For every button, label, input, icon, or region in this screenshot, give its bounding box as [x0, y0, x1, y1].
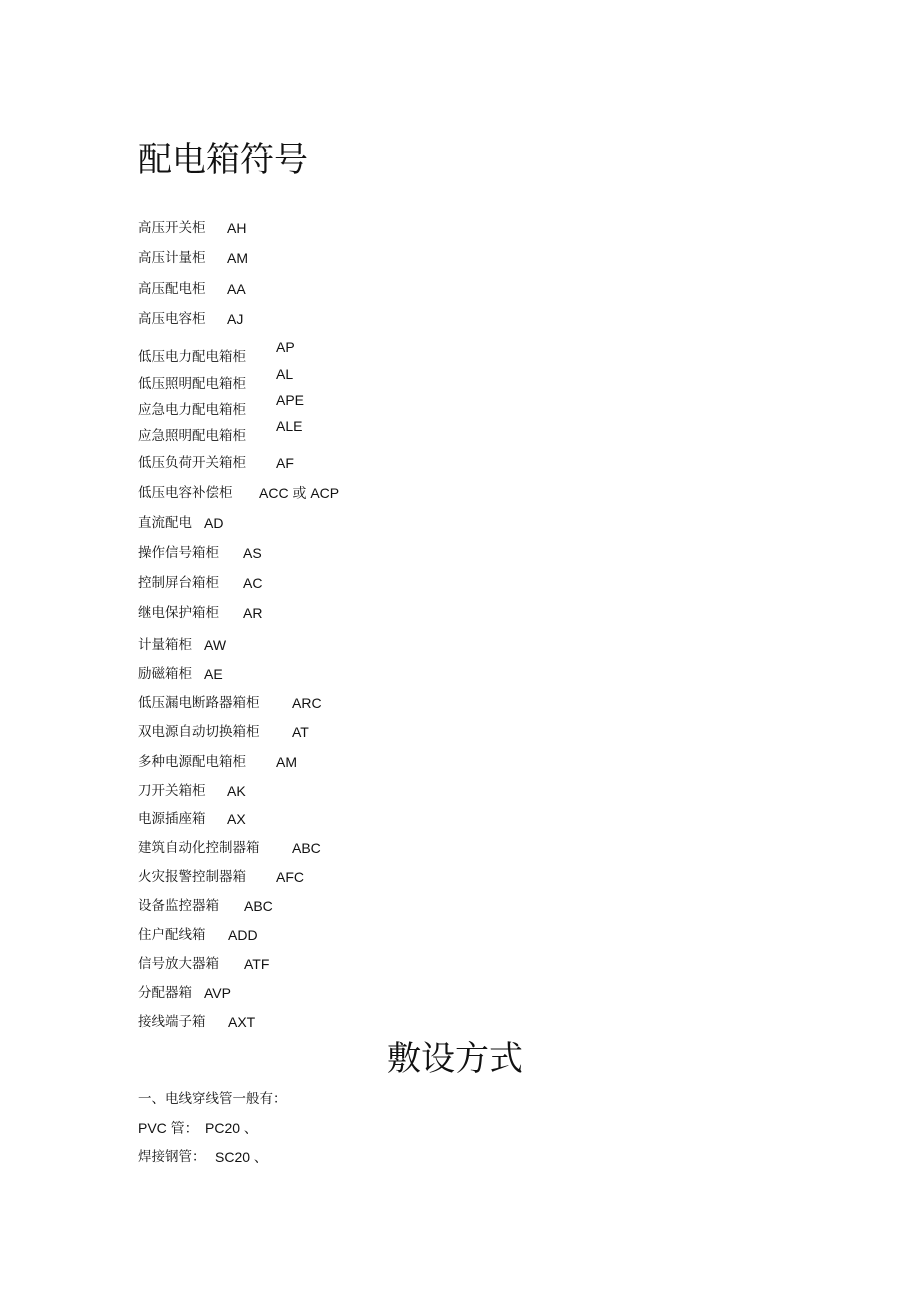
item-label: 刀开关箱柜	[138, 783, 206, 799]
item-label: 应急照明配电箱柜	[138, 428, 246, 444]
item-code: AX	[227, 811, 246, 827]
item-label: 双电源自动切换箱柜	[138, 724, 260, 740]
item-code: AM	[227, 250, 248, 266]
item-code: APE	[276, 392, 305, 408]
item-label: 应急电力配电箱柜	[138, 402, 246, 418]
item-label: 低压漏电断路器箱柜	[138, 695, 260, 711]
item-label: 电源插座箱	[138, 811, 206, 827]
item-code: AW	[204, 637, 227, 653]
item-code: ATF	[244, 956, 270, 972]
item-code: AM	[276, 754, 297, 770]
item-label: 计量箱柜	[138, 637, 192, 653]
item-code: AJ	[227, 311, 244, 327]
item-label: 励磁箱柜	[138, 666, 192, 682]
item-label: 低压电力配电箱柜	[138, 349, 246, 365]
item-code: AVP	[204, 985, 231, 1001]
item-code: AR	[243, 605, 263, 621]
conduit-label: PVC 管：	[138, 1120, 199, 1136]
item-label: 分配器箱	[138, 985, 192, 1001]
item-label: 信号放大器箱	[138, 956, 219, 972]
item-label: 低压负荷开关箱柜	[138, 455, 246, 471]
item-code: AK	[227, 783, 246, 799]
item-code: ABC	[244, 898, 273, 914]
item-code: AA	[227, 281, 246, 297]
item-label: 高压电容柜	[138, 311, 206, 327]
item-code: ABC	[292, 840, 321, 856]
item-code: ARC	[292, 695, 322, 711]
conduit-code: PC20 、	[205, 1120, 258, 1136]
item-code: AE	[204, 666, 223, 682]
item-code: AH	[227, 220, 247, 236]
item-label: 住户配线箱	[138, 927, 206, 943]
item-code: AXT	[228, 1014, 256, 1030]
item-label: 建筑自动化控制器箱	[138, 840, 260, 856]
section-heading: 一、电线穿线管一般有：	[138, 1091, 287, 1107]
section-title: 敷设方式	[387, 1039, 523, 1079]
item-label: 继电保护箱柜	[138, 605, 219, 621]
item-code: ACC 或 ACP	[259, 485, 340, 501]
item-label: 控制屏台箱柜	[138, 575, 219, 591]
conduit-code: SC20 、	[215, 1149, 268, 1165]
item-code: AS	[243, 545, 262, 561]
conduit-label: 焊接钢管：	[138, 1149, 206, 1165]
item-label: 低压电容补偿柜	[138, 485, 233, 501]
item-code: ALE	[276, 418, 303, 434]
item-label: 低压照明配电箱柜	[138, 376, 246, 392]
item-label: 操作信号箱柜	[138, 545, 219, 561]
item-label: 高压配电柜	[138, 281, 206, 297]
item-label: 直流配电	[138, 515, 192, 531]
item-code: AT	[292, 724, 309, 740]
item-code: AFC	[276, 869, 304, 885]
item-label: 接线端子箱	[138, 1014, 206, 1030]
item-label: 设备监控器箱	[138, 898, 219, 914]
item-code: AC	[243, 575, 263, 591]
item-code: AD	[204, 515, 224, 531]
item-code: AL	[276, 366, 294, 382]
item-label: 火灾报警控制器箱	[138, 869, 246, 885]
item-label: 高压开关柜	[138, 220, 206, 236]
page-title: 配电箱符号	[138, 140, 308, 180]
item-label: 多种电源配电箱柜	[138, 754, 246, 770]
item-label: 高压计量柜	[138, 250, 206, 266]
item-code: ADD	[228, 927, 258, 943]
item-code: AF	[276, 455, 294, 471]
item-code: AP	[276, 339, 295, 355]
